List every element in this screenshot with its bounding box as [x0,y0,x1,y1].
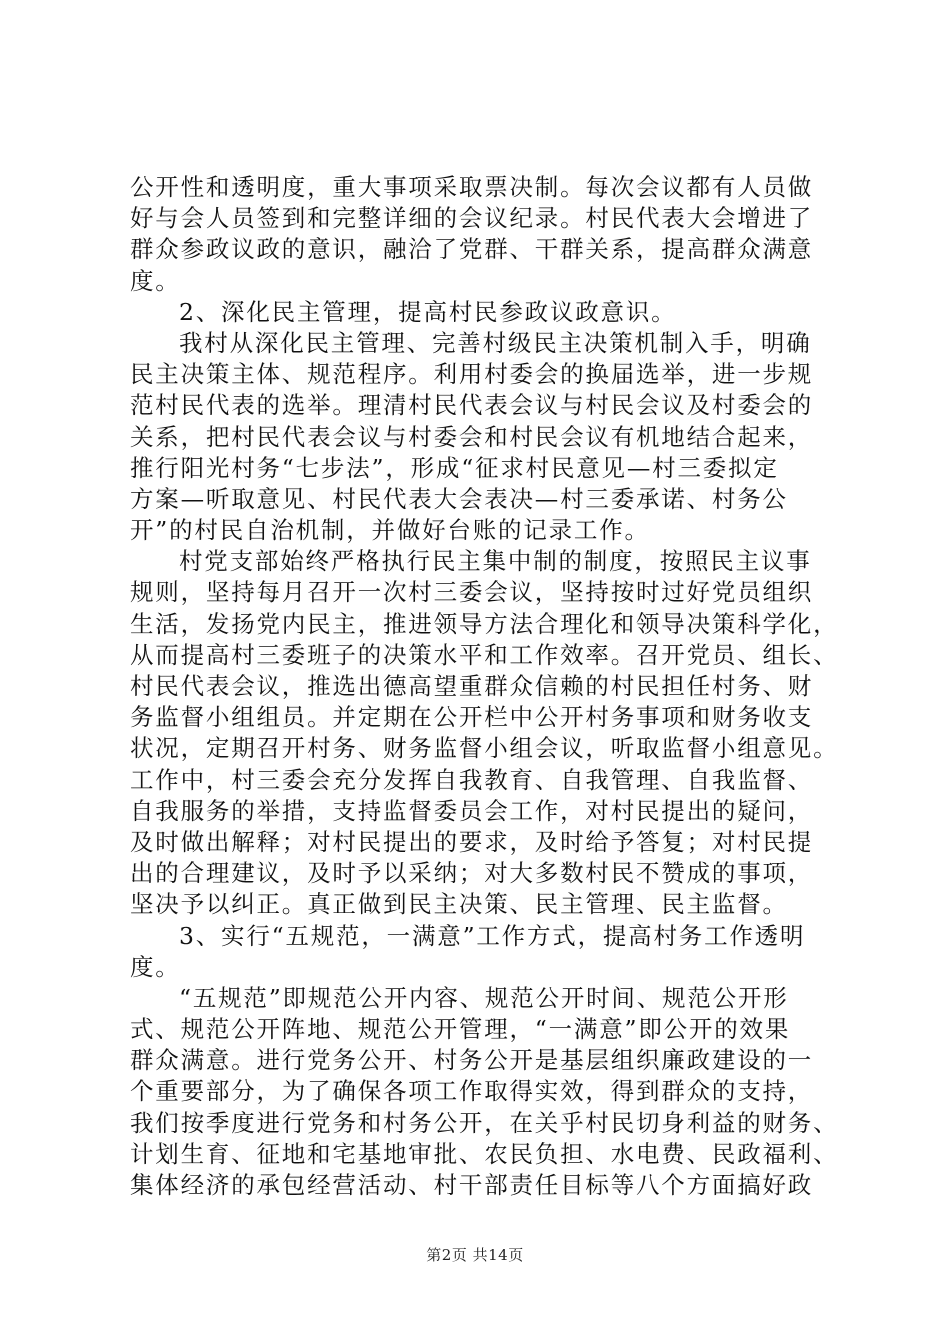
page-footer: 第2页 共14页 [426,1246,524,1264]
text-line: 我村从深化民主管理、完善村级民主决策机制入手，明确 [179,328,812,357]
text-line: 村民代表会议，推选出德高望重群众信赖的村民担任村务、财 [130,672,814,700]
text-line: 公开性和透明度，重大事项采取票决制。每次会议都有人员做 [130,173,814,201]
text-line: 生活，发扬党内民主，推进领导方法合理化和领导决策科学化， [130,609,839,638]
text-line: 群众满意。进行党务公开、村务公开是基层组织廉政建设的一 [130,1046,814,1075]
text-line: 关系，把村民代表会议与村委会和村民会议有机地结合起来， [130,422,814,451]
text-line: 计划生育、征地和宅基地审批、农民负担、水电费、民政福利、 [130,1139,839,1168]
text-line: 集体经济的承包经营活动、村干部责任目标等八个方面搞好政 [130,1171,814,1199]
text-line: 范村民代表的选举。理清村民代表会议与村民会议及村委会的 [130,391,814,420]
text-line: 方案—听取意见、村民代表大会表决—村三委承诺、村务公 [130,484,788,513]
text-line: 自我服务的举措，支持监督委员会工作，对村民提出的疑问， [130,796,814,825]
text-line: 个重要部分，为了确保各项工作取得实效，得到群众的支持， [130,1077,814,1106]
text-line: 3、实行“五规范，一满意”工作方式，提高村务工作透明 [179,921,806,950]
text-line: 度。 [130,266,181,295]
text-line: 开”的村民自治机制，并做好台账的记录工作。 [130,516,650,545]
text-line: 2、深化民主管理，提高村民参政议政意识。 [179,297,677,326]
text-line: 推行阳光村务“七步法”，形成“征求村民意见—村三委拟定 [130,453,779,482]
text-line: 好与会人员签到和完整详细的会议纪录。村民代表大会增进了 [130,204,814,233]
text-line: 式、规范公开阵地、规范公开管理，“一满意”即公开的效果 [130,1015,791,1044]
text-line: 村党支部始终严格执行民主集中制的制度，按照民主议事 [179,547,812,576]
text-line: 民主决策主体、规范程序。利用村委会的换届选举，进一步规 [130,360,814,389]
text-line: 群众参政议政的意识，融洽了党群、干群关系，提高群众满意 [130,235,814,264]
text-line: “五规范”即规范公开内容、规范公开时间、规范公开形 [179,983,789,1012]
text-line: 出的合理建议，及时予以采纳；对大多数村民不赞成的事项， [130,859,814,888]
text-line: 状况，定期召开村务、财务监督小组会议，听取监督小组意见。 [130,734,839,763]
text-line: 我们按季度进行党务和村务公开，在关乎村民切身利益的财务、 [130,1108,839,1137]
text-line: 坚决予以纠正。真正做到民主决策、民主管理、民主监督。 [130,890,788,919]
text-line: 度。 [130,952,181,981]
text-line: 务监督小组组员。并定期在公开栏中公开村务事项和财务收支 [130,703,814,732]
text-line: 工作中，村三委会充分发挥自我教育、自我管理、自我监督、 [130,765,814,794]
document-body [130,172,839,1201]
text-line: 规则，坚持每月召开一次村三委会议，坚持按时过好党员组织 [130,578,814,607]
text-line: 从而提高村三委班子的决策水平和工作效率。召开党员、组长、 [130,640,839,669]
text-line: 及时做出解释；对村民提出的要求，及时给予答复；对村民提 [130,827,814,856]
